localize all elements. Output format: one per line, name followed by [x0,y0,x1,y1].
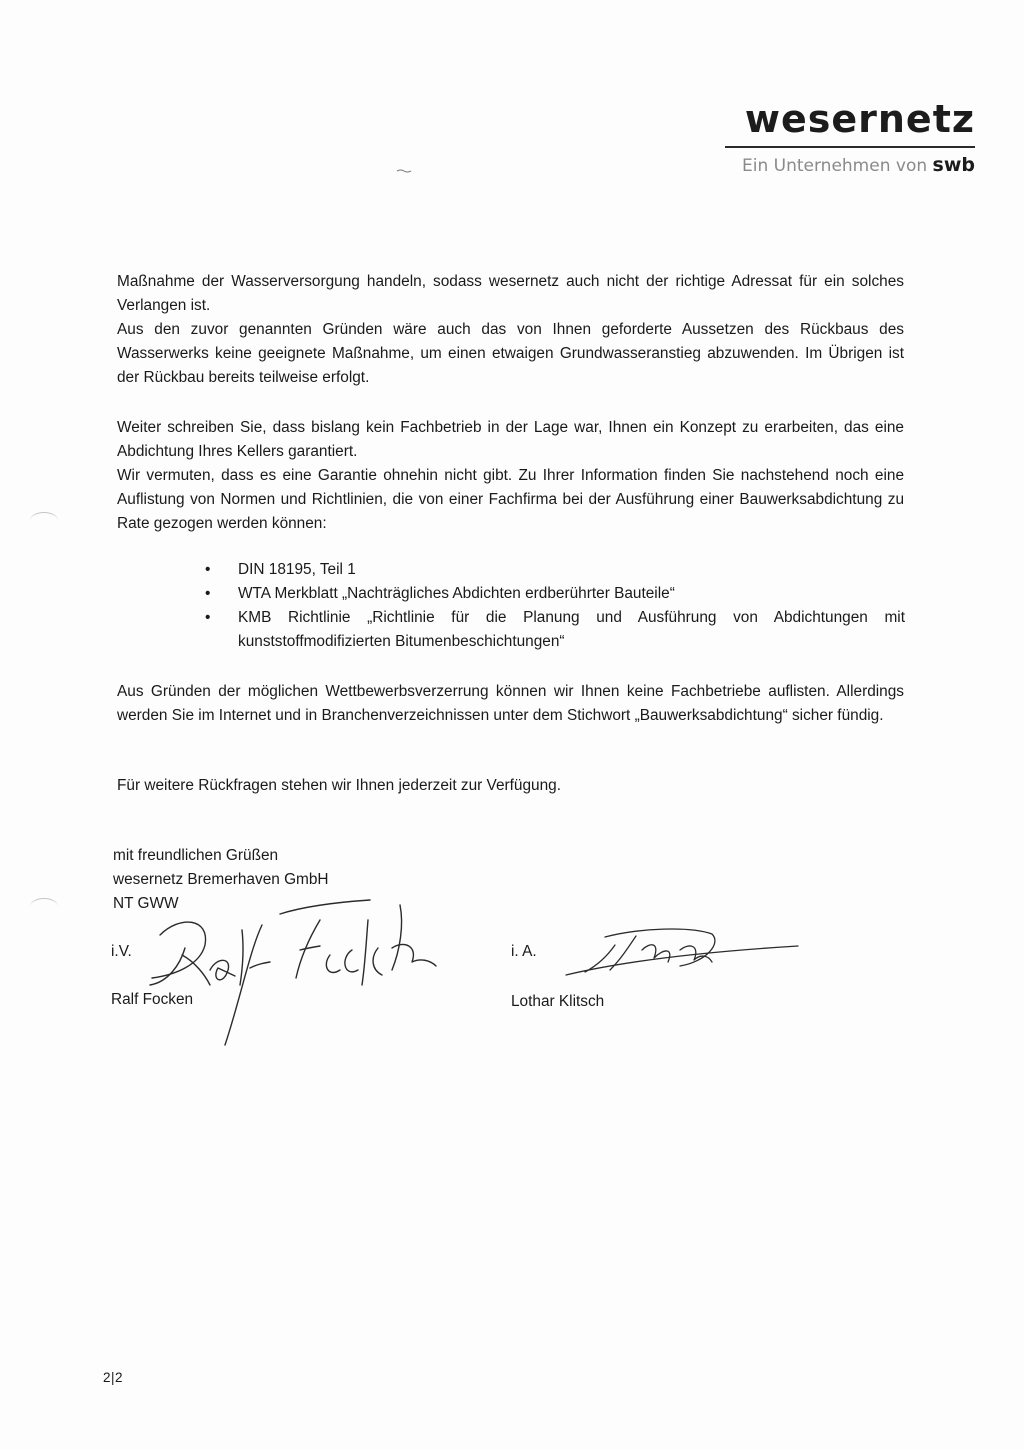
closing-company: wesernetz Bremerhaven GmbH [113,871,329,888]
punch-mark-lower [30,898,58,915]
punch-mark-upper [30,512,58,529]
paragraph-4: Für weitere Rückfragen stehen wir Ihnen jederzeit zur Verfügung. [117,777,561,794]
paragraph-1 [117,270,904,390]
closing-department: NT GWW [113,895,179,912]
paragraph-3: Aus Gründen der möglichen Wettbewerbsverzerrung können wir Ihnen keine Fachbetriebe auflisten. Allerdings werden Sie im Internet und in Branchenverzeichnissen unter dem Stichwort „Bauwerksabdichtung“ sicher fündig. [117,683,904,724]
closing-greeting: mit freundlichen Grüßen [113,847,279,864]
left-signature-prefix: i.V. [111,943,132,960]
logo-parent-brand: swb [932,154,975,176]
paragraph-2-line-a: Weiter schreiben Sie, dass bislang kein Fachbetrieb in der Lage war, Ihnen ein Konzept zu erarbeiten, das eine Abdichtung Ihres Kellers garantiert. [117,419,904,460]
right-signatory-name: Lothar Klitsch [511,993,605,1010]
right-signature-prefix: i. A. [511,943,537,960]
list-item: • WTA Merkblatt „Nachträgliches Abdichten erdberührter Bauteile“ [205,582,905,606]
list-item: • DIN 18195, Teil 1 [205,558,905,582]
paragraph-2 [117,416,904,536]
paragraph-1-line-a: Maßnahme der Wasserversorgung handeln, sodass wesernetz auch nicht der richtige Adressat für ein solches Verlangen ist. [117,273,904,314]
list-item: • KMB Richtlinie „Richtlinie für die Planung und Ausführung von Abdichtungen mit kunststoffmodifizierten Bitumenbeschichtungen“ [205,606,905,654]
standards-list [205,558,905,654]
company-logo [725,96,975,177]
right-signature [566,929,798,975]
left-signature [150,900,436,1045]
paragraph-1-line-b: Aus den zuvor genannten Gründen wäre auch das von Ihnen geforderte Aussetzen des Rückbaus des Wasserwerks keine geeignete Maßnahme, um einen etwaigen Grundwasseranstieg abzuwenden. Im Übrigen ist der Rückbau bereits teilweise erfolgt. [117,321,904,386]
closing-block [113,844,900,916]
logo-tagline: Ein Unternehmen von swb [742,154,975,176]
paragraph-2-line-b: Wir vermuten, dass es eine Garantie ohnehin nicht gibt. Zu Ihrer Information finden Sie nachstehend noch eine Auflistung von Normen und Richtlinien, die von einer Fachfirma bei der Ausführung einer Bauwerksabdichtung zu Rate gezogen werden können: [117,467,904,532]
left-signatory-name: Ralf Focken [111,991,194,1008]
logo-divider [725,146,975,148]
logo-brand: wesernetz [744,97,975,141]
page-number: 2|2 [103,1370,124,1385]
stray-pen-mark [396,168,412,174]
